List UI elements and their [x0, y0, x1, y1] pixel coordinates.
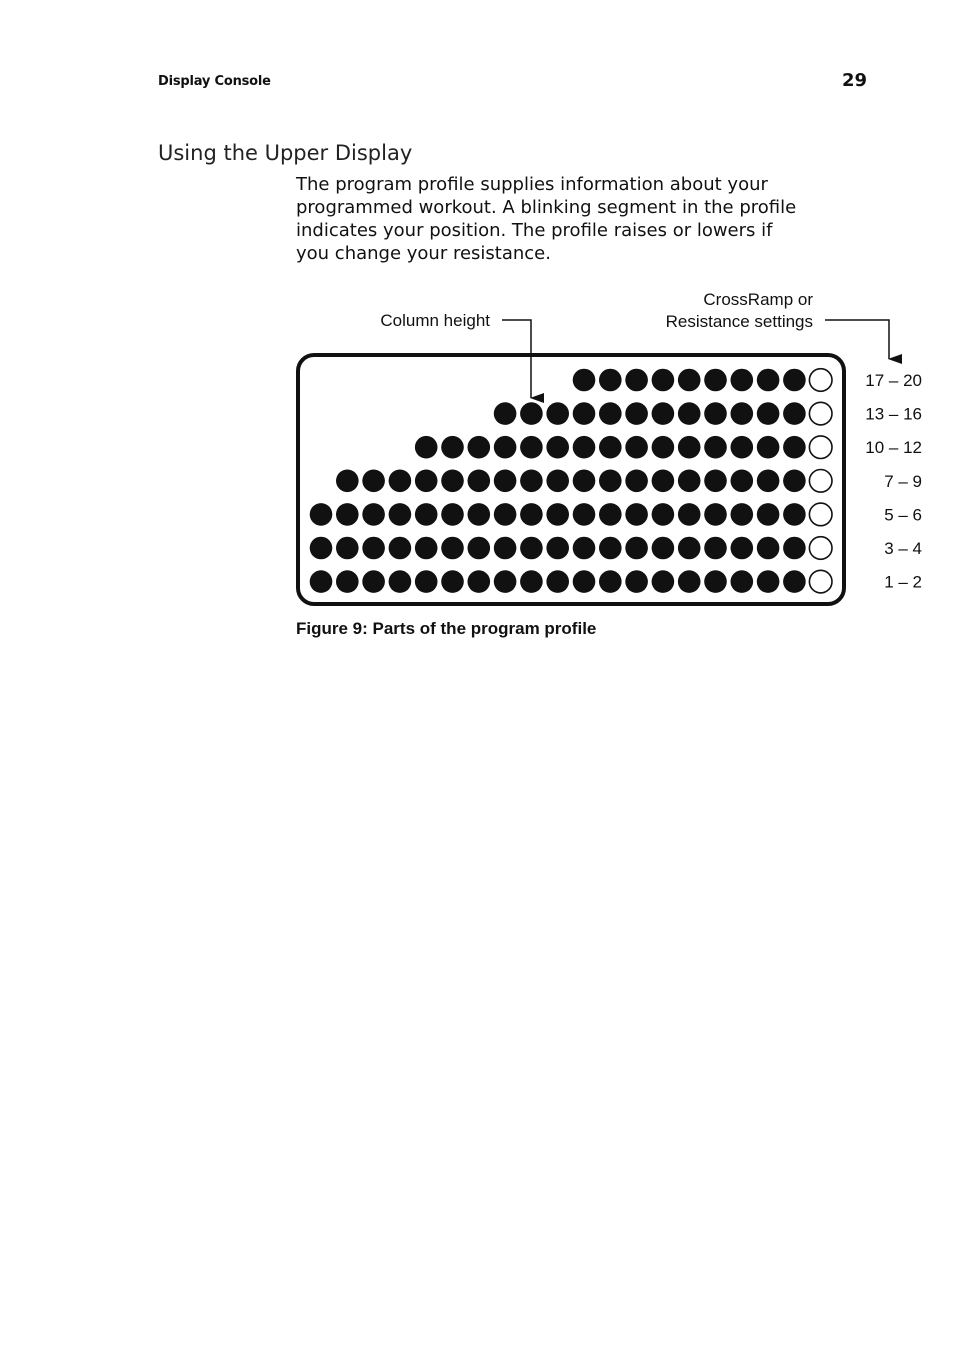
profile-dot: [704, 402, 727, 425]
profile-dot: [599, 537, 622, 560]
section-title: Using the Upper Display: [158, 141, 413, 165]
profile-dot: [783, 369, 806, 392]
profile-dot: [494, 503, 517, 526]
profile-dot: [468, 470, 491, 493]
profile-dot: [599, 570, 622, 593]
profile-dot: [783, 402, 806, 425]
profile-dot: [625, 470, 648, 493]
profile-dot: [704, 537, 727, 560]
settings-indicator-dot: [809, 436, 832, 459]
profile-dot: [652, 369, 675, 392]
profile-dot: [599, 436, 622, 459]
page-number: 29: [842, 70, 868, 91]
profile-dot: [546, 436, 569, 459]
profile-dot: [441, 503, 464, 526]
profile-dot: [310, 537, 333, 560]
profile-dot: [625, 503, 648, 526]
profile-dot: [678, 369, 701, 392]
profile-dot: [494, 470, 517, 493]
profile-dot: [336, 570, 359, 593]
profile-dot: [468, 436, 491, 459]
profile-dot: [546, 503, 569, 526]
profile-dot: [731, 470, 754, 493]
profile-dot: [310, 503, 333, 526]
profile-dot: [757, 470, 780, 493]
profile-dot: [652, 402, 675, 425]
settings-label-line1: CrossRamp or: [703, 290, 813, 309]
running-header: Display Console: [158, 74, 271, 89]
profile-dot: [573, 436, 596, 459]
profile-dot: [652, 570, 675, 593]
profile-dot: [415, 470, 438, 493]
profile-dot: [599, 369, 622, 392]
settings-label-line2: Resistance settings: [665, 312, 813, 331]
profile-dot: [678, 503, 701, 526]
profile-dot: [520, 537, 543, 560]
profile-dot: [520, 470, 543, 493]
profile-dot: [389, 537, 412, 560]
settings-indicator-dot: [809, 369, 832, 392]
profile-dot: [362, 470, 385, 493]
profile-dot: [625, 537, 648, 560]
column-height-leader: [502, 320, 531, 398]
profile-dot: [573, 470, 596, 493]
profile-dot: [546, 537, 569, 560]
profile-dot: [468, 570, 491, 593]
profile-dot: [731, 436, 754, 459]
row-label: 10 – 12: [865, 438, 922, 458]
profile-dot: [494, 402, 517, 425]
profile-dot: [415, 537, 438, 560]
profile-dot: [599, 470, 622, 493]
profile-dot: [415, 503, 438, 526]
profile-dot: [652, 537, 675, 560]
profile-dot: [678, 402, 701, 425]
profile-dot: [704, 470, 727, 493]
profile-dot: [468, 503, 491, 526]
profile-dot: [573, 503, 596, 526]
profile-dot: [441, 537, 464, 560]
profile-dot: [625, 402, 648, 425]
profile-dot: [731, 503, 754, 526]
profile-dot: [494, 570, 517, 593]
settings-indicator-dot: [809, 503, 832, 526]
profile-dot: [625, 369, 648, 392]
profile-dot: [441, 470, 464, 493]
column-height-label: Column height: [380, 311, 490, 330]
profile-dot: [652, 470, 675, 493]
profile-dot: [757, 436, 780, 459]
settings-indicator-dot: [809, 402, 832, 425]
profile-dot: [441, 570, 464, 593]
figure-caption: Figure 9: Parts of the program profile: [296, 619, 597, 638]
profile-dot: [704, 570, 727, 593]
profile-dot: [599, 402, 622, 425]
settings-indicator-dot: [809, 537, 832, 560]
profile-dot: [494, 537, 517, 560]
row-label: 5 – 6: [884, 505, 922, 525]
profile-dot: [389, 470, 412, 493]
profile-dot: [783, 537, 806, 560]
profile-dot: [520, 503, 543, 526]
profile-dot: [573, 570, 596, 593]
settings-indicator-dot: [809, 470, 832, 493]
profile-dot: [362, 570, 385, 593]
profile-dot: [783, 570, 806, 593]
profile-dot: [415, 570, 438, 593]
profile-dot: [678, 537, 701, 560]
profile-dot: [336, 503, 359, 526]
profile-dot: [389, 570, 412, 593]
row-label: 3 – 4: [884, 539, 922, 558]
profile-dot: [468, 537, 491, 560]
profile-dot: [757, 537, 780, 560]
row-label: 17 – 20: [865, 371, 922, 390]
profile-dot: [678, 470, 701, 493]
profile-dot: [625, 570, 648, 593]
profile-dot: [783, 470, 806, 493]
profile-dot: [731, 570, 754, 593]
profile-dot: [757, 503, 780, 526]
profile-dot: [704, 436, 727, 459]
profile-dot: [652, 436, 675, 459]
profile-dot: [783, 503, 806, 526]
profile-dot: [310, 570, 333, 593]
profile-dot: [389, 503, 412, 526]
profile-dot: [783, 436, 806, 459]
profile-dot: [599, 503, 622, 526]
profile-dot: [573, 402, 596, 425]
profile-dot: [704, 369, 727, 392]
profile-dot: [678, 436, 701, 459]
profile-dot: [757, 369, 780, 392]
profile-grid: [310, 369, 832, 593]
profile-dot: [546, 402, 569, 425]
row-label: 1 – 2: [884, 572, 922, 592]
profile-dot: [573, 537, 596, 560]
profile-dot: [731, 369, 754, 392]
profile-dot: [362, 537, 385, 560]
profile-dot: [415, 436, 438, 459]
settings-indicator-dot: [809, 570, 832, 593]
profile-dot: [520, 570, 543, 593]
row-labels: [865, 371, 922, 592]
profile-dot: [546, 470, 569, 493]
profile-dot: [520, 402, 543, 425]
profile-dot: [652, 503, 675, 526]
profile-dot: [362, 503, 385, 526]
profile-dot: [494, 436, 517, 459]
profile-dot: [441, 436, 464, 459]
settings-leader: [825, 320, 889, 359]
profile-dot: [704, 503, 727, 526]
row-label: 7 – 9: [884, 471, 922, 491]
profile-dot: [757, 402, 780, 425]
profile-dot: [731, 537, 754, 560]
profile-dot: [520, 436, 543, 459]
profile-dot: [757, 570, 780, 593]
row-label: 13 – 16: [865, 404, 922, 424]
profile-dot: [678, 570, 701, 593]
profile-dot: [731, 402, 754, 425]
profile-dot: [546, 570, 569, 593]
profile-dot: [625, 436, 648, 459]
body-paragraph: The program profile supplies information about your programmed workout. A blinking segment in the profile indicates your position. The profile raises or lowers if you change your resistance.: [296, 174, 797, 264]
profile-dot: [336, 537, 359, 560]
profile-dot: [336, 470, 359, 493]
profile-dot: [573, 369, 596, 392]
